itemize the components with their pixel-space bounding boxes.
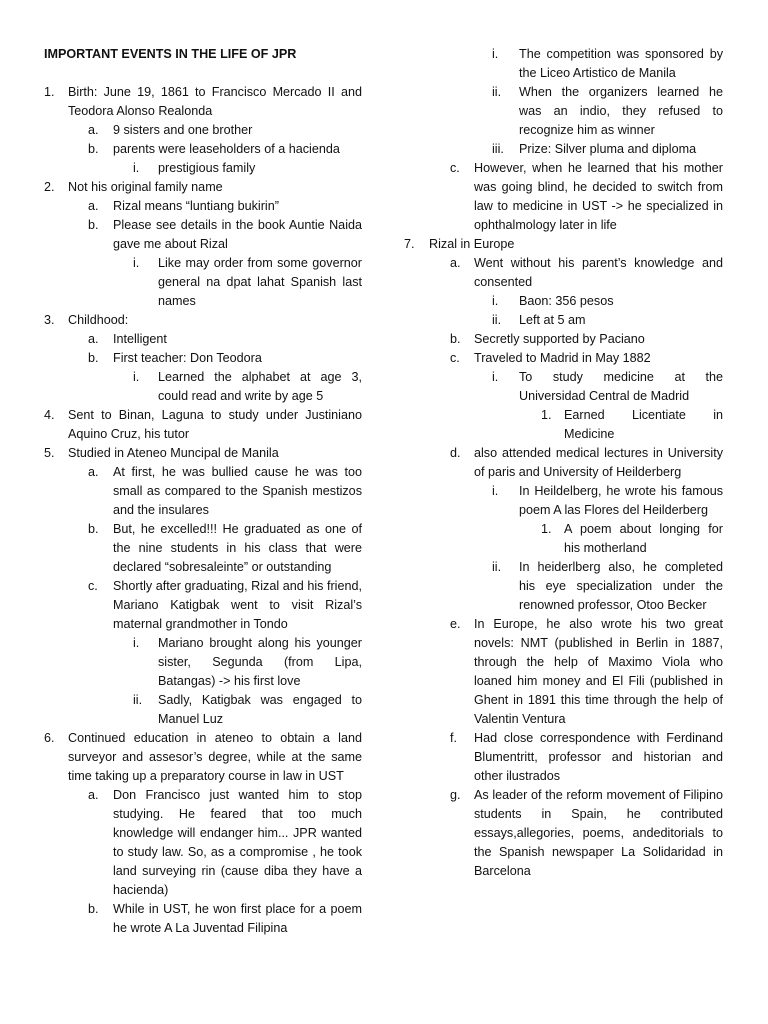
outline-item bbox=[404, 254, 723, 292]
outline-marker: i. bbox=[133, 370, 140, 384]
outline-item bbox=[44, 216, 362, 254]
outline-item bbox=[44, 159, 362, 178]
outline-text: Traveled to Madrid in May 1882 bbox=[474, 351, 651, 365]
outline-text: Sent to Binan, Laguna to study under Justiniano Aquino Cruz, his tutor bbox=[68, 408, 362, 441]
outline-item bbox=[44, 311, 362, 330]
outline-text: Earned Licentiate in Medicine bbox=[564, 408, 723, 441]
outline-item bbox=[404, 349, 723, 368]
outline-marker: ii. bbox=[133, 693, 143, 707]
outline-item bbox=[44, 349, 362, 368]
outline-text: Please see details in the book Auntie Naida gave me about Rizal bbox=[113, 218, 362, 251]
outline-marker: i. bbox=[133, 256, 140, 270]
outline-item bbox=[404, 482, 723, 520]
outline-marker: 7. bbox=[404, 237, 415, 251]
outline-text: Don Francisco just wanted him to stop studying. He feared that too much knowledge will endanger him... JPR wanted to study law. So, as a compromise , he took land surveying rin (cause diba they have a hacienda) bbox=[113, 788, 362, 897]
outline-text: A poem about longing for his motherland bbox=[564, 522, 723, 555]
outline-item bbox=[404, 444, 723, 482]
outline-item bbox=[44, 900, 362, 938]
outline-marker: ii. bbox=[492, 560, 502, 574]
outline-text: Studied in Ateneo Muncipal de Manila bbox=[68, 446, 279, 460]
outline-item bbox=[404, 368, 723, 406]
outline-item bbox=[44, 330, 362, 349]
outline-item bbox=[404, 311, 723, 330]
outline-marker: i. bbox=[133, 161, 140, 175]
right-outline bbox=[404, 45, 723, 881]
outline-item bbox=[44, 691, 362, 729]
left-column bbox=[44, 45, 362, 938]
outline-text: Rizal in Europe bbox=[429, 237, 515, 251]
outline-text: As leader of the reform movement of Filipino students in Spain, he contributed essays,allegories, poems, andeditorials to the Spanish newspaper La Solidaridad in Barcelona bbox=[474, 788, 723, 878]
outline-text: Continued education in ateneo to obtain a land surveyor and assesor’s degree, while at the same time taking up a preparatory course in law in UST bbox=[68, 731, 362, 783]
outline-text: Baon: 356 pesos bbox=[519, 294, 614, 308]
outline-marker: ii. bbox=[492, 313, 502, 327]
outline-item bbox=[404, 520, 723, 558]
outline-item bbox=[44, 83, 362, 121]
outline-text: When the organizers learned he was an indio, they refused to recognize him as winner bbox=[519, 85, 723, 137]
outline-text: Childhood: bbox=[68, 313, 129, 327]
outline-item bbox=[44, 444, 362, 463]
outline-marker: b. bbox=[88, 218, 99, 232]
right-column bbox=[404, 45, 723, 881]
outline-item bbox=[404, 406, 723, 444]
outline-marker: 4. bbox=[44, 408, 55, 422]
left-outline bbox=[44, 83, 362, 938]
outline-marker: c. bbox=[88, 579, 98, 593]
outline-marker: b. bbox=[88, 902, 99, 916]
outline-item bbox=[404, 786, 723, 881]
outline-text: Like may order from some governor general na dpat lahat Spanish last names bbox=[158, 256, 362, 308]
outline-item bbox=[44, 463, 362, 520]
outline-text: But, he excelled!!! He graduated as one of the nine students in his class that were declared “sobresaleinte” or outstanding bbox=[113, 522, 362, 574]
outline-marker: 3. bbox=[44, 313, 55, 327]
outline-marker: a. bbox=[88, 788, 99, 802]
outline-item bbox=[404, 330, 723, 349]
outline-marker: i. bbox=[492, 294, 499, 308]
outline-text: parents were leaseholders of a hacienda bbox=[113, 142, 340, 156]
outline-marker: 1. bbox=[44, 85, 55, 99]
outline-item bbox=[44, 140, 362, 159]
outline-marker: a. bbox=[450, 256, 461, 270]
outline-marker: b. bbox=[88, 142, 99, 156]
outline-item bbox=[44, 197, 362, 216]
outline-marker: e. bbox=[450, 617, 461, 631]
outline-marker: i. bbox=[492, 484, 499, 498]
outline-text: To study medicine at the Universidad Central de Madrid bbox=[519, 370, 723, 403]
outline-text: Sadly, Katigbak was engaged to Manuel Luz bbox=[158, 693, 362, 726]
outline-marker: i. bbox=[133, 636, 140, 650]
outline-item bbox=[44, 520, 362, 577]
outline-marker: f. bbox=[450, 731, 457, 745]
outline-text: First teacher: Don Teodora bbox=[113, 351, 262, 365]
outline-marker: 1. bbox=[541, 522, 552, 536]
outline-marker: iii. bbox=[492, 142, 504, 156]
outline-text: prestigious family bbox=[158, 161, 256, 175]
outline-text: Rizal means “luntiang bukirin” bbox=[113, 199, 279, 213]
outline-marker: g. bbox=[450, 788, 461, 802]
outline-text: 9 sisters and one brother bbox=[113, 123, 253, 137]
outline-item bbox=[44, 121, 362, 140]
outline-text: Shortly after graduating, Rizal and his friend, Mariano Katigbak went to visit Rizal’s maternal grandmother in Tondo bbox=[113, 579, 362, 631]
outline-text: Mariano brought along his younger sister, Segunda (from Lipa, Batangas) -> his first love bbox=[158, 636, 362, 688]
outline-text: Not his original family name bbox=[68, 180, 223, 194]
outline-item bbox=[404, 558, 723, 615]
outline-marker: c. bbox=[450, 351, 460, 365]
outline-marker: i. bbox=[492, 370, 499, 384]
outline-marker: c. bbox=[450, 161, 460, 175]
outline-text: The competition was sponsored by the Liceo Artistico de Manila bbox=[519, 47, 723, 80]
outline-text: At first, he was bullied cause he was too small as compared to the Spanish mestizos and the insulares bbox=[113, 465, 362, 517]
outline-item bbox=[404, 140, 723, 159]
outline-marker: 1. bbox=[541, 408, 552, 422]
outline-text: In Heildelberg, he wrote his famous poem A las Flores del Heilderberg bbox=[519, 484, 723, 517]
outline-item bbox=[44, 634, 362, 691]
outline-marker: b. bbox=[450, 332, 461, 346]
outline-item bbox=[44, 254, 362, 311]
outline-marker: b. bbox=[88, 351, 99, 365]
outline-marker: ii. bbox=[492, 85, 502, 99]
outline-item bbox=[404, 615, 723, 729]
outline-text: Intelligent bbox=[113, 332, 167, 346]
outline-text: Had close correspondence with Ferdinand Blumentritt, professor and historian and other ilustrados bbox=[474, 731, 723, 783]
outline-item bbox=[404, 45, 723, 83]
outline-item bbox=[44, 368, 362, 406]
outline-text: Went without his parent’s knowledge and consented bbox=[474, 256, 723, 289]
outline-text: Secretly supported by Paciano bbox=[474, 332, 645, 346]
outline-item bbox=[44, 786, 362, 900]
outline-text: In heiderlberg also, he completed his eye specialization under the renowned professor, Otoo Becker bbox=[519, 560, 723, 612]
outline-text: However, when he learned that his mother was going blind, he decided to switch from law to medicine in UST -> he specialized in ophthalmology later in life bbox=[474, 161, 723, 232]
outline-marker: a. bbox=[88, 123, 99, 137]
outline-marker: 6. bbox=[44, 731, 55, 745]
document-title: IMPORTANT EVENTS IN THE LIFE OF JPR bbox=[44, 47, 297, 61]
outline-text: Birth: June 19, 1861 to Francisco Mercado II and Teodora Alonso Realonda bbox=[68, 85, 362, 118]
outline-item bbox=[404, 159, 723, 235]
outline-text: Prize: Silver pluma and diploma bbox=[519, 142, 697, 156]
outline-marker: a. bbox=[88, 465, 99, 479]
outline-item bbox=[44, 406, 362, 444]
outline-item bbox=[44, 729, 362, 786]
outline-item bbox=[44, 178, 362, 197]
outline-text: Left at 5 am bbox=[519, 313, 586, 327]
outline-text: also attended medical lectures in University of paris and University of Heilderberg bbox=[474, 446, 723, 479]
outline-item bbox=[44, 577, 362, 634]
outline-marker: 5. bbox=[44, 446, 55, 460]
outline-marker: a. bbox=[88, 332, 99, 346]
outline-text: While in UST, he won first place for a poem he wrote A La Juventad Filipina bbox=[113, 902, 362, 935]
outline-marker: a. bbox=[88, 199, 99, 213]
outline-item bbox=[404, 729, 723, 786]
outline-marker: 2. bbox=[44, 180, 55, 194]
outline-marker: b. bbox=[88, 522, 99, 536]
outline-text: In Europe, he also wrote his two great novels: NMT (published in Berlin in 1887, through the help of Maximo Viola who loaned him money and El Fili (published in Ghent in 1891 this time through the help of Valentin Ventura bbox=[474, 617, 723, 726]
outline-marker: d. bbox=[450, 446, 461, 460]
outline-item bbox=[404, 292, 723, 311]
outline-item bbox=[404, 83, 723, 140]
outline-item bbox=[404, 235, 723, 254]
outline-marker: i. bbox=[492, 47, 499, 61]
outline-text: Learned the alphabet at age 3, could read and write by age 5 bbox=[158, 370, 362, 403]
